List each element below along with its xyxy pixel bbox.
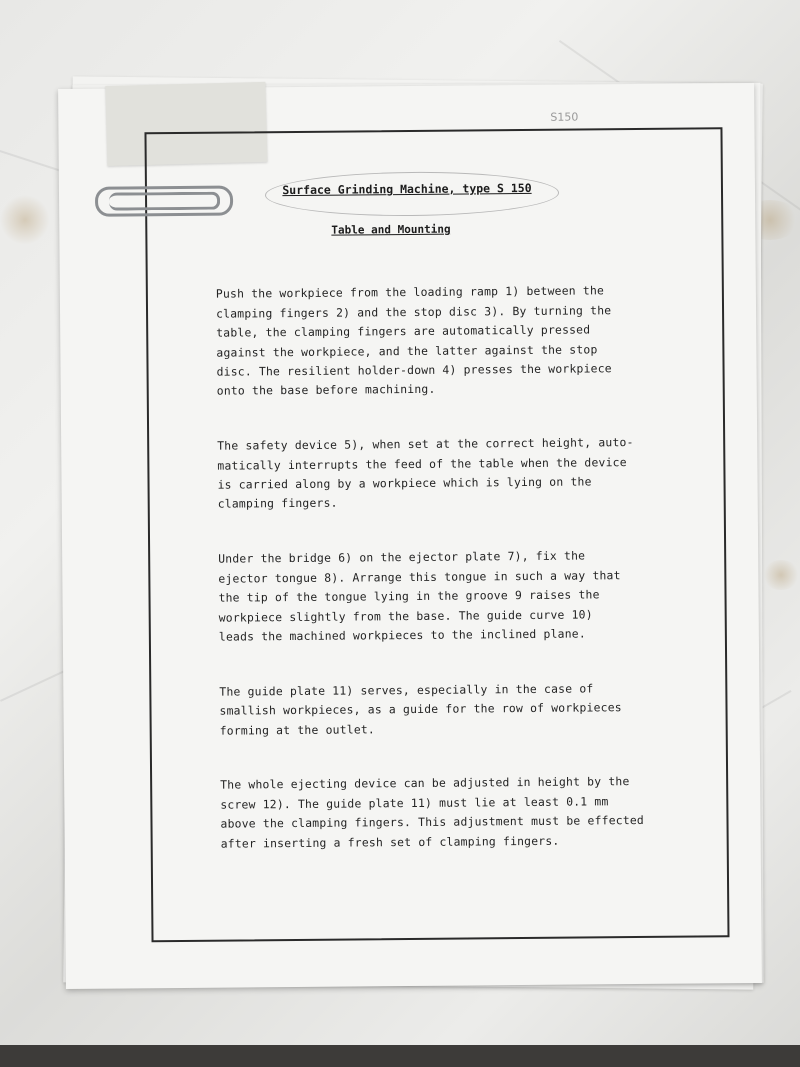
text-line: Push the workpiece from the loading ramp 1) between the (215, 283, 605, 302)
paragraph (218, 526, 699, 647)
text-line: clamping fingers 2) and the stop disc 3). By turning the (215, 303, 612, 321)
text-line: The guide plate 11) serves, especially in the case of (219, 681, 594, 699)
text-line: matically interrupts the feed of the table when the device (217, 454, 627, 473)
text-line: The whole ejecting device can be adjusted in height by the (220, 774, 630, 793)
text-line: screw 12). The guide plate 11) must lie at least 0.1 mm (220, 794, 609, 812)
text-line: table, the clamping fingers are automatically pressed (216, 322, 591, 340)
text-line: forming at the outlet. (219, 721, 376, 738)
text-line: The safety device 5), when set at the correct height, auto- (217, 435, 634, 453)
paragraph (217, 413, 698, 514)
paperclip-inner-loop (109, 192, 220, 211)
text-line: against the workpiece, and the latter against the stop (216, 341, 598, 360)
text-line: Under the bridge 6) on the ejector plate 7), fix the (218, 548, 586, 566)
text-line: onto the base before machining. (216, 382, 436, 399)
floor-strip (0, 1045, 800, 1067)
text-line: ejector tongue 8). Arrange this tongue in such a way that (218, 567, 621, 586)
text-line: workpiece slightly from the base. The guide curve 10) (218, 606, 593, 625)
document-title: Surface Grinding Machine, type S 150 (282, 180, 532, 198)
text-line: clamping fingers. (217, 496, 338, 512)
document-subtitle: Table and Mounting (331, 222, 451, 237)
text-line: the tip of the tongue lying in the groove 9 raises the (218, 587, 600, 605)
text-line: smallish workpieces, as a guide for the row of workpieces (219, 700, 622, 718)
text-line: disc. The resilient holder-down 4) presses the workpiece (216, 361, 612, 379)
paragraph (216, 261, 697, 401)
paragraph (220, 752, 701, 853)
pencil-note: S150 (550, 110, 579, 124)
text-line: above the clamping fingers. This adjustment must be effected (220, 813, 645, 831)
text-line: after inserting a fresh set of clamping fingers. (220, 833, 560, 851)
paragraph (219, 659, 700, 741)
text-line: leads the machined workpieces to the inclined plane. (218, 626, 586, 644)
text-line: is carried along by a workpiece which is lying on the (217, 474, 592, 492)
document-page (58, 83, 762, 989)
document-body (216, 261, 701, 869)
